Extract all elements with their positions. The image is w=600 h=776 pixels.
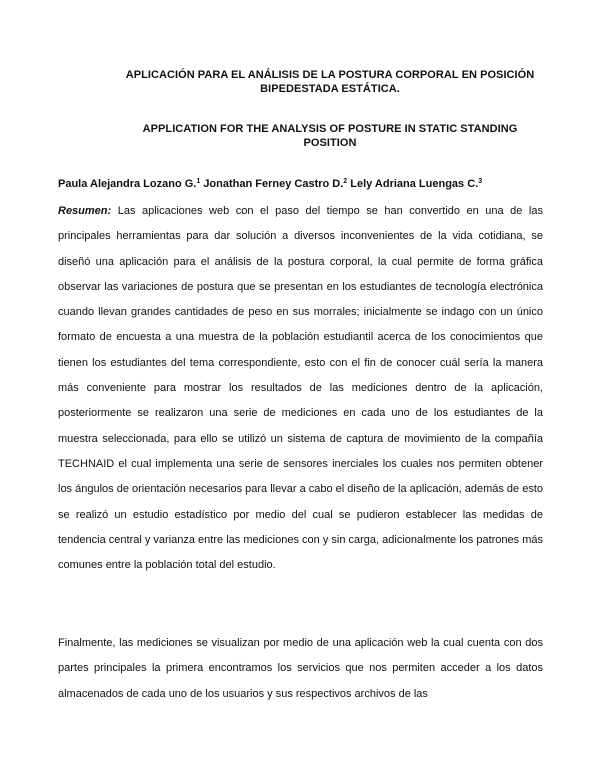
title-spanish-line-2: BIPEDESTADA ESTÁTICA.: [260, 83, 400, 95]
title-english-line-1: APPLICATION FOR THE ANALYSIS OF POSTURE IN STATIC STANDING: [142, 123, 518, 135]
author-affiliation-mark: 2: [343, 178, 348, 185]
author-name: Jonathan Ferney Castro D.: [203, 178, 344, 190]
title-english-line-2: POSITION: [303, 137, 357, 149]
author-affiliation-mark: 3: [478, 178, 483, 185]
title-spanish-line-1: APLICACIÓN PARA EL ANÁLISIS DE LA POSTURA CORPORAL EN POSICIÓN: [125, 69, 535, 81]
title-english: [70, 122, 590, 150]
abstract-text: Las aplicaciones web con el paso del tiempo se han convertido en una de las principales herramientas para dar solución a diversos inconvenientes de la vida cotidiana, se diseñó una aplicación para el análisis de la postura corporal, la cual permite de forma gráfica observar las variaciones de postura que se presentan en los estudiantes de tecnología electrónica cuando llevan grandes cantidades de peso en sus morrales; inicialmente se indago con un único formato de encuesta a una muestra de la población estudiantil acerca de los conocimientos que tienen los estudiantes del tema correspondiente, esto con el fin de conocer cuál sería la manera más conveniente para mostrar los resultados de las mediciones dentro de la aplicación, posteriormente se realizaron una serie de mediciones en cada uno de los estudiantes de la muestra seleccionada, para ello se utilizó un sistema de captura de movimiento de la compañía TECHNAID el cual implementa una serie de sensores inerciales los cuales nos permiten obtener los ángulos de orientación necesarios para llevar a cabo el diseño de la aplicación, además de esto se realizó un estudio estadístico por medio del cual se pudieron establecer las medidas de tendencia central y varianza entre las mediciones con y sin carga, adicionalmente los patrones más comunes entre la población total del estudio.: [58, 205, 543, 572]
abstract-label: Resumen:: [58, 205, 112, 217]
abstract-paragraph: [58, 199, 543, 578]
author-name: Paula Alejandra Lozano G.: [58, 178, 197, 190]
author-affiliation-mark: 1: [196, 178, 201, 185]
title-spanish: [70, 68, 590, 96]
author-list: [58, 177, 578, 191]
body-paragraph: Finalmente, las mediciones se visualizan por medio de una aplicación web la cual cuenta con dos partes principales la primera encontramos los servicios que nos permiten acceder a los datos almacenados de cada uno de los usuarios y sus respectivos archivos de las: [58, 637, 543, 700]
author-name: Lely Adriana Luengas C.: [350, 178, 479, 190]
